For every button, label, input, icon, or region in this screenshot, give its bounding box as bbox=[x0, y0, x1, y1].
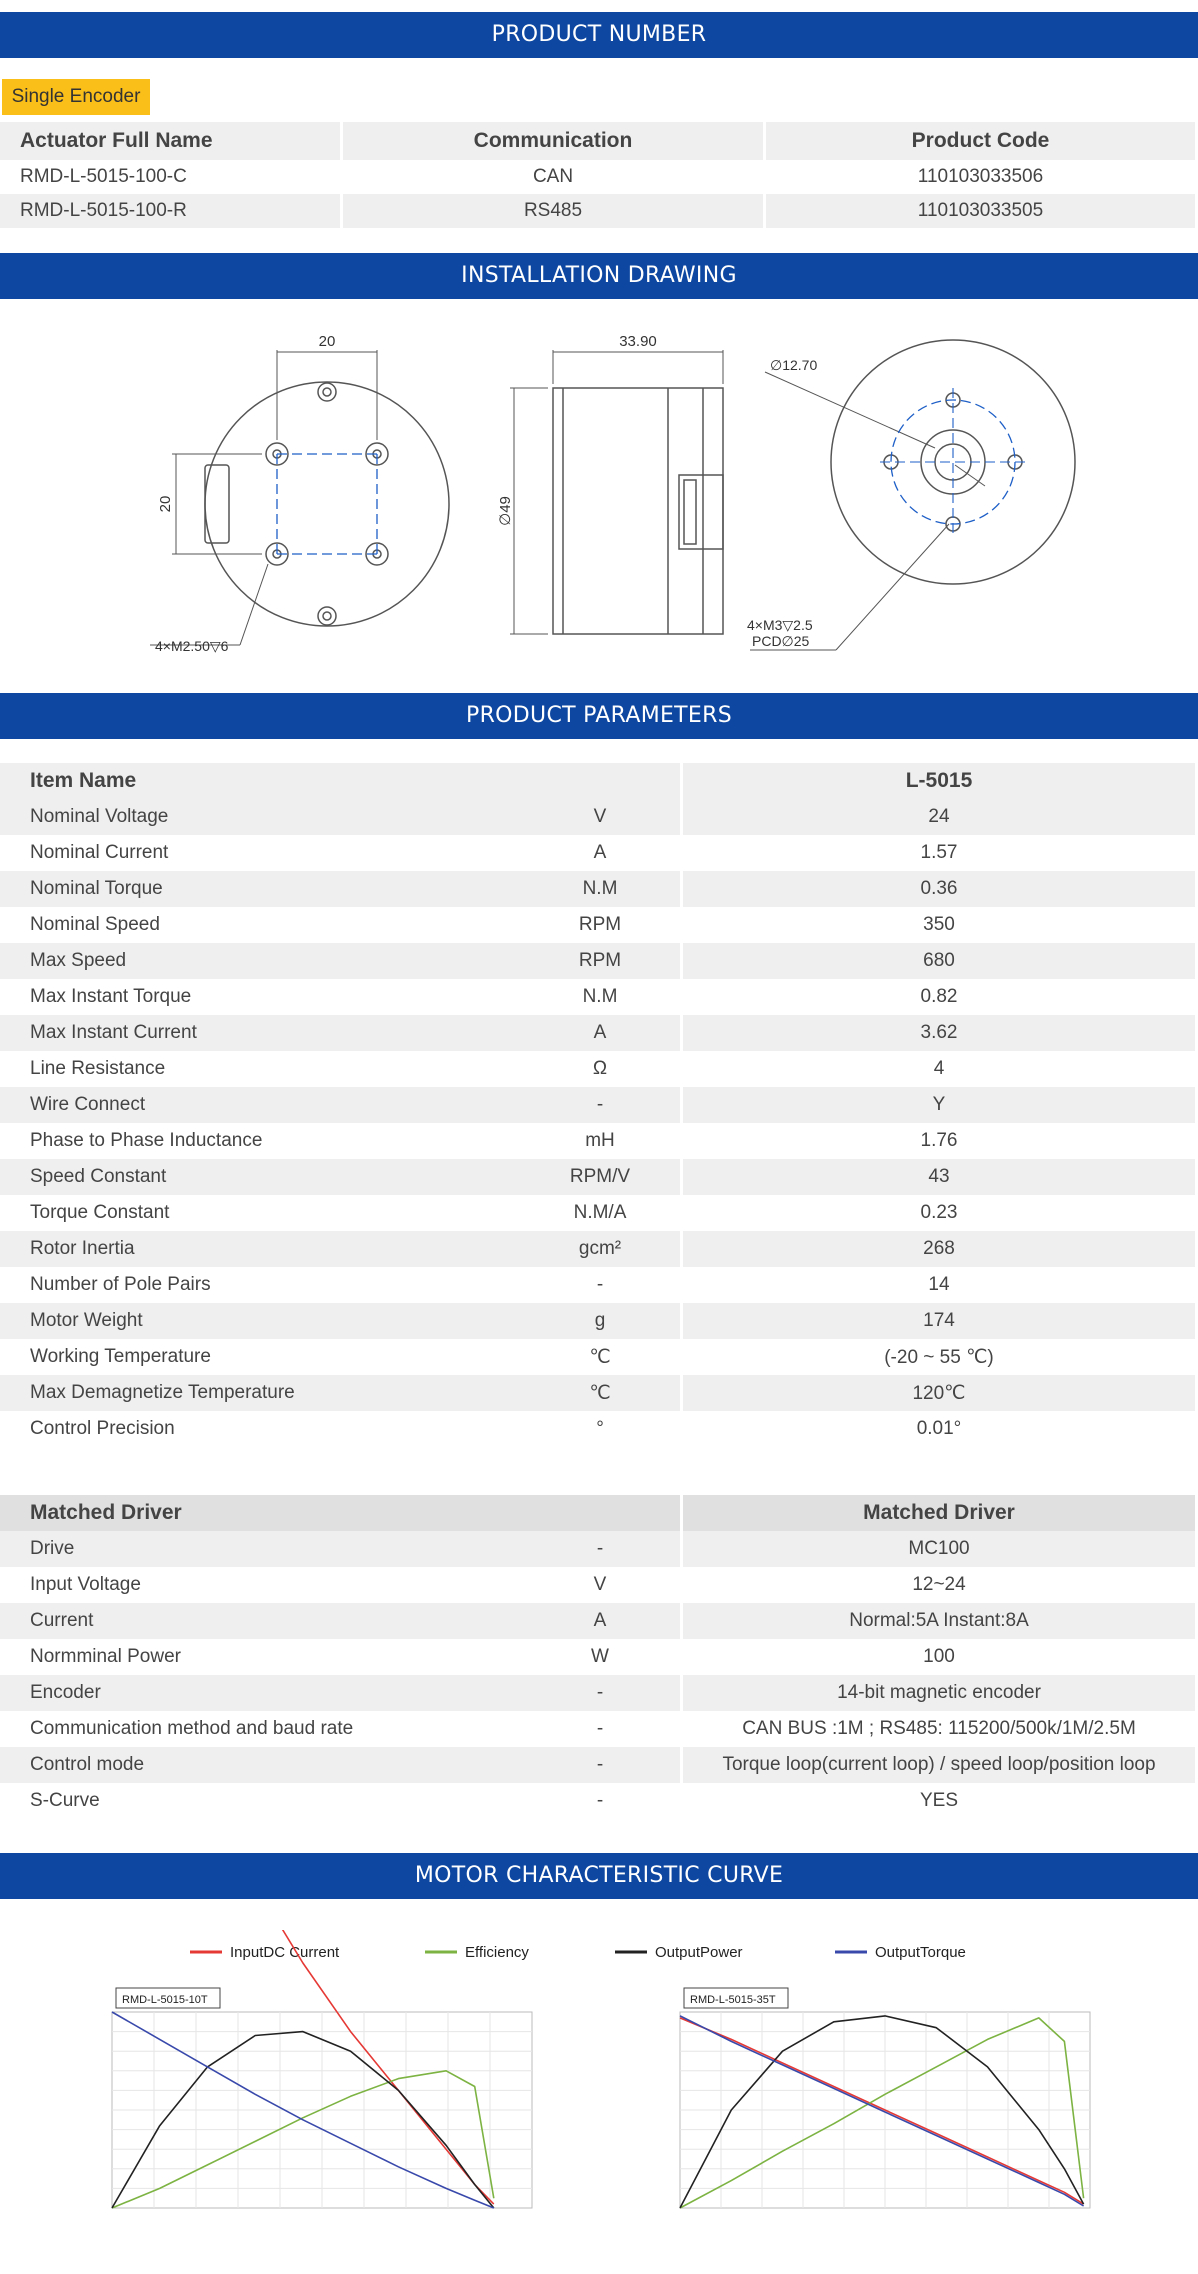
side-dim-top: 33.90 bbox=[619, 333, 657, 350]
params-header-item: Item Name bbox=[0, 763, 682, 799]
cell-name: RMD-L-5015-100-C bbox=[0, 160, 342, 194]
item-name: Max Instant Torque bbox=[30, 986, 192, 1007]
cell-item bbox=[0, 1375, 682, 1411]
chart-title: RMD-L-5015-10T bbox=[122, 1994, 208, 2006]
params-header-model: L-5015 bbox=[682, 763, 1197, 799]
section-product-number: PRODUCT NUMBER bbox=[0, 12, 1198, 58]
item-name: Nominal Voltage bbox=[30, 806, 169, 827]
item-unit: - bbox=[596, 1682, 604, 1703]
cell-value: 100 bbox=[682, 1639, 1197, 1675]
cell-value: 14 bbox=[682, 1267, 1197, 1303]
cell-item bbox=[0, 1639, 682, 1675]
rear-dia: ∅12.70 bbox=[770, 357, 818, 373]
item-unit: N.M/A bbox=[573, 1202, 627, 1223]
cell-item bbox=[0, 907, 682, 943]
cell-item bbox=[0, 835, 682, 871]
cell-value: 0.01° bbox=[682, 1411, 1197, 1447]
encoder-badge: Single Encoder bbox=[2, 79, 150, 115]
table-row bbox=[0, 1411, 1197, 1447]
item-name: Normminal Power bbox=[30, 1646, 181, 1667]
cell-value: 268 bbox=[682, 1231, 1197, 1267]
cell-item bbox=[0, 1675, 682, 1711]
item-unit: - bbox=[596, 1538, 604, 1559]
legend-label: InputDC Current bbox=[230, 1944, 340, 1961]
cell-item bbox=[0, 1531, 682, 1567]
table-row bbox=[0, 1711, 1197, 1747]
cell-value: 350 bbox=[682, 907, 1197, 943]
cell-value: 43 bbox=[682, 1159, 1197, 1195]
legend-label: OutputPower bbox=[655, 1944, 743, 1961]
installation-drawing bbox=[0, 320, 1198, 680]
item-unit: - bbox=[596, 1274, 604, 1295]
chart-title: RMD-L-5015-35T bbox=[690, 1994, 776, 2006]
item-name: Rotor Inertia bbox=[30, 1238, 135, 1259]
item-unit: A bbox=[593, 1022, 607, 1043]
cell-value: 680 bbox=[682, 943, 1197, 979]
side-dim-left: ∅49 bbox=[497, 496, 514, 526]
item-unit: mH bbox=[585, 1130, 615, 1151]
item-name: Line Resistance bbox=[30, 1058, 166, 1079]
front-note: 4×M2.50▽6 bbox=[155, 638, 229, 654]
item-name: Nominal Speed bbox=[30, 914, 160, 935]
cell-item bbox=[0, 1159, 682, 1195]
cell-item bbox=[0, 1087, 682, 1123]
product-number-table bbox=[0, 122, 1198, 228]
cell-value: 3.62 bbox=[682, 1015, 1197, 1051]
table-row bbox=[0, 1639, 1197, 1675]
cell-value: 1.76 bbox=[682, 1123, 1197, 1159]
driver-table bbox=[0, 1495, 1198, 1819]
item-unit: Ω bbox=[592, 1058, 608, 1079]
table-row bbox=[0, 1567, 1197, 1603]
table-row bbox=[0, 1195, 1197, 1231]
cell-item bbox=[0, 943, 682, 979]
item-name: Torque Constant bbox=[30, 1202, 170, 1223]
cell-code: 110103033505 bbox=[765, 194, 1197, 228]
item-name: Phase to Phase Inductance bbox=[30, 1130, 263, 1151]
item-name: Max Instant Current bbox=[30, 1022, 197, 1043]
cell-item bbox=[0, 799, 682, 835]
item-unit: - bbox=[596, 1754, 604, 1775]
item-unit: - bbox=[596, 1094, 604, 1115]
item-name: Input Voltage bbox=[30, 1574, 141, 1595]
item-unit: W bbox=[591, 1646, 609, 1667]
side-body bbox=[553, 388, 723, 634]
table-row bbox=[0, 1051, 1197, 1087]
cell-item bbox=[0, 1015, 682, 1051]
section-motor-curve: MOTOR CHARACTERISTIC CURVE bbox=[0, 1853, 1198, 1899]
table-row bbox=[0, 1783, 1197, 1819]
table-row bbox=[0, 1231, 1197, 1267]
item-name: Motor Weight bbox=[30, 1310, 143, 1331]
cell-item bbox=[0, 1051, 682, 1087]
table-row bbox=[0, 907, 1197, 943]
table-row bbox=[0, 1339, 1197, 1375]
item-name: Encoder bbox=[30, 1682, 101, 1703]
cell-value: 1.57 bbox=[682, 835, 1197, 871]
item-unit: A bbox=[593, 842, 607, 863]
item-name: Control Precision bbox=[30, 1418, 175, 1439]
item-unit: N.M bbox=[582, 986, 618, 1007]
cell-value: 24 bbox=[682, 799, 1197, 835]
item-unit: ° bbox=[596, 1418, 604, 1439]
cell-value: 174 bbox=[682, 1303, 1197, 1339]
table-row bbox=[0, 1747, 1197, 1783]
cell-item bbox=[0, 1267, 682, 1303]
cell-value: MC100 bbox=[682, 1531, 1197, 1567]
item-unit: - bbox=[596, 1718, 604, 1739]
driver-header-row bbox=[0, 1495, 1197, 1531]
table-row bbox=[0, 1015, 1197, 1051]
item-unit: ℃ bbox=[589, 1383, 611, 1404]
cell-value: CAN BUS :1M ; RS485: 115200/500k/1M/2.5M bbox=[682, 1711, 1197, 1747]
table-row bbox=[0, 1531, 1197, 1567]
table-row bbox=[0, 160, 1197, 194]
table-row bbox=[0, 835, 1197, 871]
cell-communication: CAN bbox=[342, 160, 765, 194]
table-row bbox=[0, 1159, 1197, 1195]
cell-item bbox=[0, 1711, 682, 1747]
cell-value: 14-bit magnetic encoder bbox=[682, 1675, 1197, 1711]
item-unit: N.M bbox=[582, 878, 618, 899]
driver-header-value: Matched Driver bbox=[682, 1495, 1197, 1531]
table-row bbox=[0, 1267, 1197, 1303]
item-name: Nominal Current bbox=[30, 842, 169, 863]
table-row bbox=[0, 871, 1197, 907]
front-dim-left: 20 bbox=[157, 495, 174, 513]
cell-value: (-20 ~ 55 ℃) bbox=[682, 1339, 1197, 1375]
cell-value: 0.82 bbox=[682, 979, 1197, 1015]
cell-item bbox=[0, 1339, 682, 1375]
table-row bbox=[0, 1675, 1197, 1711]
cell-item bbox=[0, 1195, 682, 1231]
item-name: S-Curve bbox=[30, 1790, 100, 1811]
front-body bbox=[205, 382, 449, 626]
item-name: Number of Pole Pairs bbox=[30, 1274, 211, 1295]
item-name: Wire Connect bbox=[30, 1094, 146, 1115]
item-unit: RPM bbox=[578, 914, 622, 935]
item-unit: RPM/V bbox=[569, 1166, 631, 1187]
item-unit: - bbox=[596, 1790, 604, 1811]
section-installation-drawing: INSTALLATION DRAWING bbox=[0, 253, 1198, 299]
rear-note-thread: 4×M3▽2.5 bbox=[747, 617, 813, 633]
cell-item bbox=[0, 1123, 682, 1159]
item-unit: A bbox=[593, 1610, 607, 1631]
item-name: Drive bbox=[30, 1538, 75, 1559]
cell-name: RMD-L-5015-100-R bbox=[0, 194, 342, 228]
item-name: Max Demagnetize Temperature bbox=[30, 1382, 295, 1403]
cell-value: 0.23 bbox=[682, 1195, 1197, 1231]
parameters-table bbox=[0, 763, 1198, 1447]
legend-label: Efficiency bbox=[465, 1944, 529, 1961]
rear-body bbox=[831, 340, 1075, 584]
table-row bbox=[0, 799, 1197, 835]
cell-item bbox=[0, 1411, 682, 1447]
item-unit: V bbox=[593, 806, 607, 827]
table-row bbox=[0, 1087, 1197, 1123]
cell-item bbox=[0, 979, 682, 1015]
item-unit: V bbox=[593, 1574, 607, 1595]
front-dim-top: 20 bbox=[318, 333, 336, 350]
cell-value: Y bbox=[682, 1087, 1197, 1123]
rear-note-pcd: PCD∅25 bbox=[752, 633, 810, 649]
item-name: Speed Constant bbox=[30, 1166, 167, 1187]
cell-value: 4 bbox=[682, 1051, 1197, 1087]
cell-value: 120℃ bbox=[682, 1375, 1197, 1411]
cell-value: Normal:5A Instant:8A bbox=[682, 1603, 1197, 1639]
item-unit: RPM bbox=[578, 950, 622, 971]
table-row bbox=[0, 979, 1197, 1015]
table-row bbox=[0, 1303, 1197, 1339]
cell-value: 0.36 bbox=[682, 871, 1197, 907]
item-name: Max Speed bbox=[30, 950, 127, 971]
params-header-row bbox=[0, 763, 1197, 799]
table-row bbox=[0, 194, 1197, 228]
item-name: Working Temperature bbox=[30, 1346, 211, 1367]
item-unit: g bbox=[594, 1310, 606, 1331]
col-header-communication: Communication bbox=[342, 122, 765, 160]
cell-item bbox=[0, 1783, 682, 1819]
driver-header-item: Matched Driver bbox=[0, 1495, 682, 1531]
item-name: Nominal Torque bbox=[30, 878, 163, 899]
cell-value: 12~24 bbox=[682, 1567, 1197, 1603]
item-unit: gcm² bbox=[578, 1238, 622, 1259]
cell-value: YES bbox=[682, 1783, 1197, 1819]
cell-item bbox=[0, 1231, 682, 1267]
cell-value: Torque loop(current loop) / speed loop/position loop bbox=[682, 1747, 1197, 1783]
table-row bbox=[0, 1375, 1197, 1411]
cell-communication: RS485 bbox=[342, 194, 765, 228]
item-unit: ℃ bbox=[589, 1347, 611, 1368]
table-row bbox=[0, 1123, 1197, 1159]
table-row bbox=[0, 943, 1197, 979]
legend-label: OutputTorque bbox=[875, 1944, 966, 1961]
cell-item bbox=[0, 1567, 682, 1603]
col-header-code: Product Code bbox=[765, 122, 1197, 160]
item-name: Communication method and baud rate bbox=[30, 1718, 354, 1739]
cell-item bbox=[0, 1747, 682, 1783]
item-name: Current bbox=[30, 1610, 94, 1631]
cell-code: 110103033506 bbox=[765, 160, 1197, 194]
table-row bbox=[0, 1603, 1197, 1639]
cell-item bbox=[0, 1603, 682, 1639]
section-product-parameters: PRODUCT PARAMETERS bbox=[0, 693, 1198, 739]
cell-item bbox=[0, 871, 682, 907]
motor-curve-charts bbox=[0, 1930, 1198, 2230]
item-name: Control mode bbox=[30, 1754, 145, 1775]
col-header-name: Actuator Full Name bbox=[0, 122, 342, 160]
cell-item bbox=[0, 1303, 682, 1339]
